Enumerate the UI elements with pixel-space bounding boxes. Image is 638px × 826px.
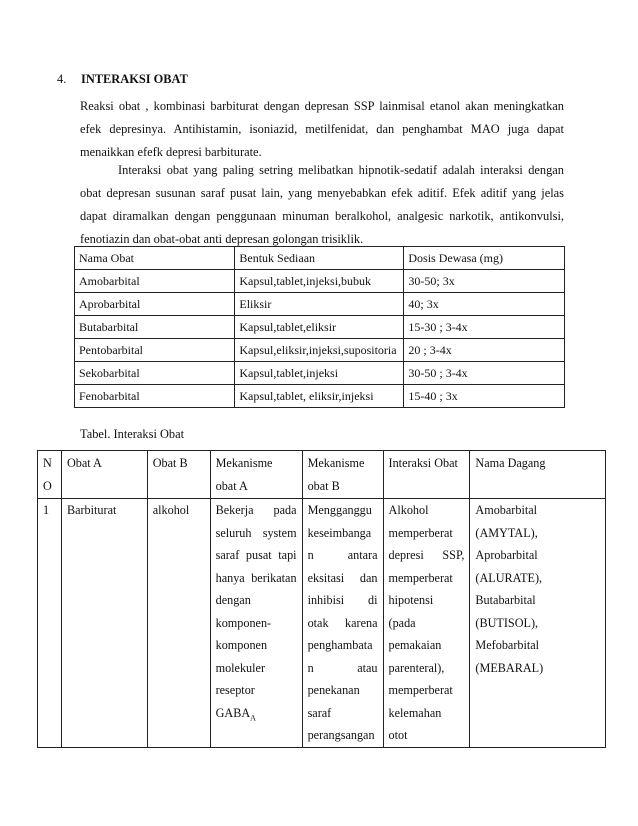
table-cell: 30-50; 3x	[404, 270, 565, 293]
cell-obat-a: Barbiturat	[61, 499, 147, 748]
interaction-table-header	[38, 451, 606, 499]
section-heading	[57, 72, 188, 87]
table-row	[75, 385, 565, 408]
interaction-table	[37, 450, 606, 748]
table-cell: Kapsul,tablet,injeksi,bubuk	[235, 270, 404, 293]
paragraph-reaksi-obat: Reaksi obat , kombinasi barbiturat dengan depresan SSP lainmisal etanol akan meningkatkan efek depresinya. Antihistamin, isoniazid, metilfenidat, dan penghambat MAO juga dapat menaikkan efefk depresi barbiturate.	[80, 99, 564, 159]
table-cell: Butabarbital	[75, 316, 235, 339]
table-cell: Sekobarbital	[75, 362, 235, 385]
cell-obat-b: alkohol	[147, 499, 210, 748]
table-cell: 15-30 ; 3-4x	[404, 316, 565, 339]
dosage-table	[74, 246, 565, 408]
column-header-mekanisme-b: Mekanisme obat B	[302, 451, 383, 499]
cell-nama-dagang: Amobarbital (AMYTAL), Aprobarbital (ALURATE), Butabarbital (BUTISOL), Mefobarbital (MEBARAL)	[470, 499, 606, 748]
section-number: 4.	[57, 72, 67, 86]
cell-mekanisme-a: Bekerja pada seluruh system saraf pusat tapi hanya berikatan dengan komponen- komponen molekuler reseptor $GABA_A$	[210, 499, 302, 748]
table-row	[75, 339, 565, 362]
table-row	[75, 316, 565, 339]
table-row	[38, 499, 606, 748]
table-cell: 15-40 ; 3x	[404, 385, 565, 408]
table-cell: 30-50 ; 3-4x	[404, 362, 565, 385]
table-cell: Kapsul,eliksir,injeksi,supositoria	[235, 339, 404, 362]
column-header-no: N O	[38, 451, 62, 499]
column-header: Nama Obat	[75, 247, 235, 270]
table-row	[75, 362, 565, 385]
table-cell: Aprobarbital	[75, 293, 235, 316]
table-cell: 40; 3x	[404, 293, 565, 316]
column-header-mekanisme-a: Mekanisme obat A	[210, 451, 302, 499]
column-header-interaksi: Interaksi Obat	[383, 451, 470, 499]
column-header-nama-dagang: Nama Dagang	[470, 451, 606, 499]
column-header-obat-a: Obat A	[61, 451, 147, 499]
table-row	[75, 270, 565, 293]
column-header: Bentuk Sediaan	[235, 247, 404, 270]
column-header: Dosis Dewasa (mg)	[404, 247, 565, 270]
table-row	[75, 293, 565, 316]
row-number: 1	[38, 499, 62, 748]
cell-interaksi-obat: Alkohol memperberat depresi SSP, memperberat hipotensi (pada pemakaian parenteral), memperberat kelemahan otot	[383, 499, 470, 748]
dosage-table-header	[75, 247, 565, 270]
table-cell: Kapsul,tablet,eliksir	[235, 316, 404, 339]
column-header-obat-b: Obat B	[147, 451, 210, 499]
cell-mekanisme-b: Mengganggu keseimbanga n antara eksitasi dan inhibisi di otak karena penghambata n atau penekanan saraf perangsangan	[302, 499, 383, 748]
section-title: INTERAKSI OBAT	[81, 72, 188, 86]
table-cell: Amobarbital	[75, 270, 235, 293]
table-cell: Pentobarbital	[75, 339, 235, 362]
table-cell: Fenobarbital	[75, 385, 235, 408]
table-caption: Tabel. Interaksi Obat	[80, 427, 185, 441]
paragraph-interaksi-obat: Interaksi obat yang paling setring melibatkan hipnotik-sedatif adalah interaksi dengan obat depresan susunan saraf pusat lain, yang menyebabkan efek aditif. Efek aditif yang jelas dapat diramalkan dengan penggunaan minuman beralkohol, analgesic narkotik, antikonvulsi, fenotiazin dan obat-obat anti depresan golongan trisiklik.	[80, 163, 564, 246]
table-cell: Kapsul,tablet,injeksi	[235, 362, 404, 385]
table-cell: Kapsul,tablet, eliksir,injeksi	[235, 385, 404, 408]
table-cell: Eliksir	[235, 293, 404, 316]
table-cell: 20 ; 3-4x	[404, 339, 565, 362]
